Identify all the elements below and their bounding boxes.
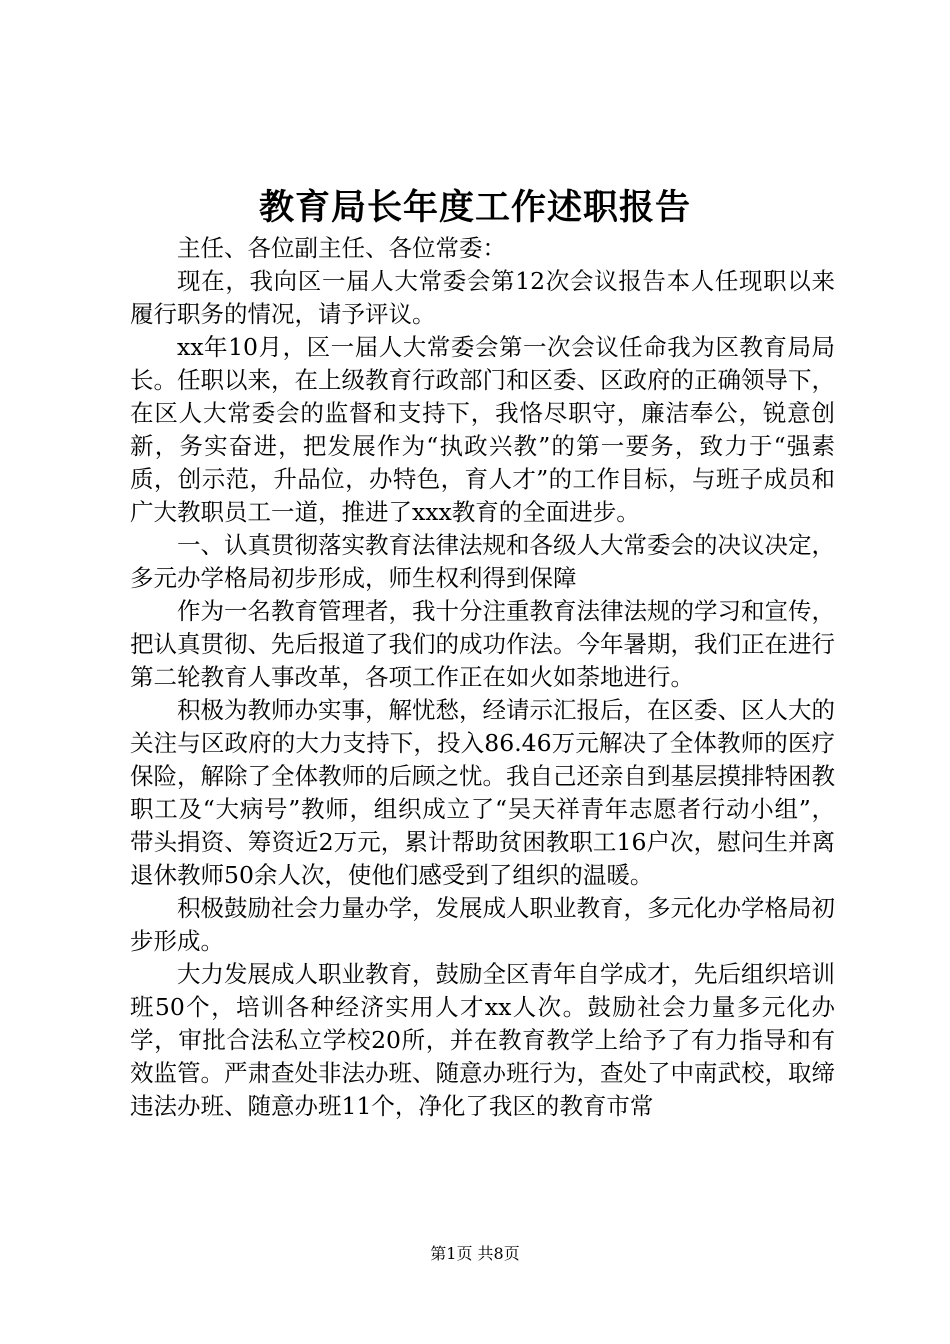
document-title: 教育局长年度工作述职报告 — [258, 187, 691, 228]
body-paragraph: xx年10月，区一届人大常委会第一次会议任命我为区教育局局长。任职以来，在上级教育行政部门和区委、区政府的正确领导下，在区人大常委会的监督和支持下，我恪尽职守，廉洁奉公，锐意创新，务实奋进，把发展作为“执政兴教”的第一要务，致力于“强素质，创示范，升品位，办特色，育人才”的工作目标，与班子成员和广大教职员工一道，推进了xxx教育的全面进步。 — [130, 333, 835, 526]
body-paragraph: 积极鼓励社会力量办学，发展成人职业教育，多元化办学格局初步形成。 — [130, 894, 835, 955]
document-body — [130, 232, 835, 1123]
page-indicator: 第1页 共8页 — [430, 1244, 520, 1263]
body-paragraph: 积极为教师办实事，解忧愁，经请示汇报后，在区委、区人大的关注与区政府的大力支持下，投入86.46万元解决了全体教师的医疗保险，解除了全体教师的后顾之忧。我自己还亲自到基层摸排特困教职工及“大病号”教师，组织成立了“吴天祥青年志愿者行动小组”，带头捐资、筹资近2万元，累计帮助贫困教职工16户次，慰问生并离退休教师50余人次，使他们感受到了组织的温暖。 — [130, 696, 835, 889]
body-paragraph: 作为一名教育管理者，我十分注重教育法律法规的学习和宣传，把认真贯彻、先后报道了我们的成功作法。今年暑期，我们正在进行第二轮教育人事改革，各项工作正在如火如荼地进行。 — [130, 597, 835, 691]
body-paragraph: 现在，我向区一届人大常委会第12次会议报告本人任现职以来履行职务的情况，请予评议。 — [130, 267, 835, 328]
body-paragraph: 大力发展成人职业教育，鼓励全区青年自学成才，先后组织培训班50个，培训各种经济实用人才xx人次。鼓励社会力量多元化办学，审批合法私立学校20所，并在教育教学上给予了有力指导和有效监管。严肃查处非法办班、随意办班行为，查处了中南武校，取缔违法办班、随意办班11个，净化了我区的教育市常 — [130, 960, 835, 1120]
salutation-paragraph: 主任、各位副主任、各位常委： — [177, 234, 506, 262]
section-heading-paragraph: 一、认真贯彻落实教育法律法规和各级人大常委会的决议决定，多元办学格局初步形成，师生权利得到保障 — [130, 531, 835, 592]
